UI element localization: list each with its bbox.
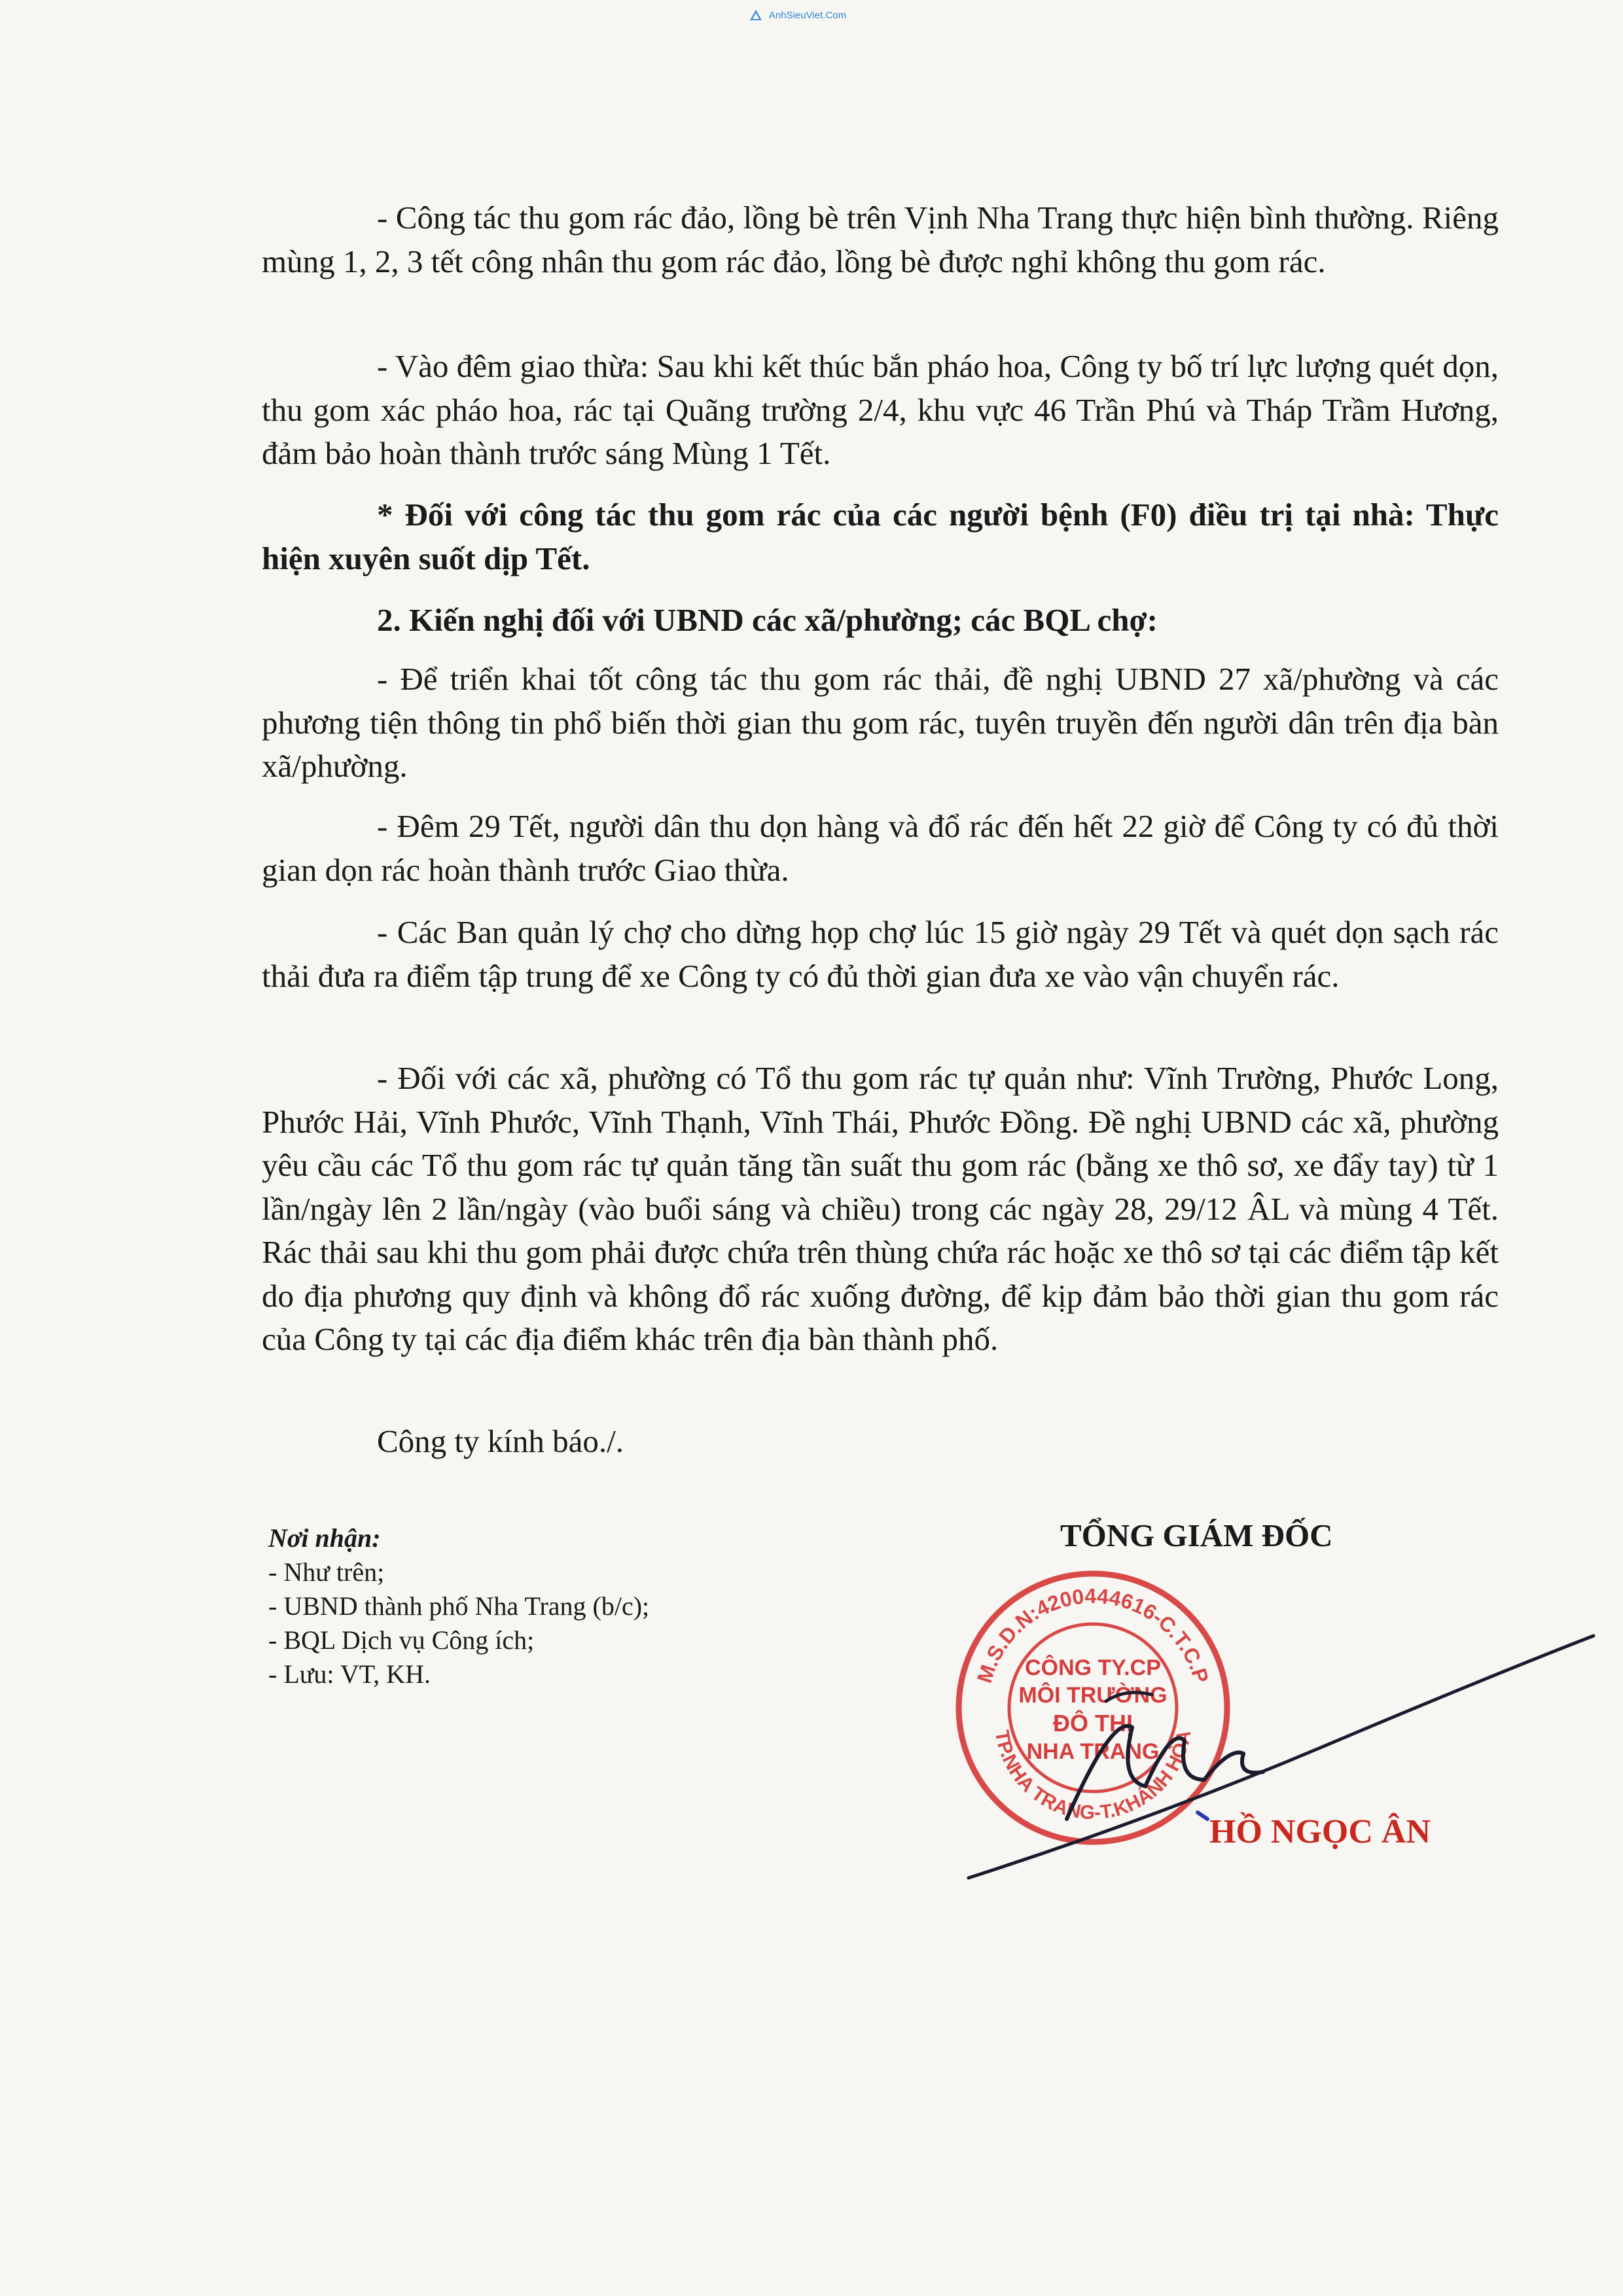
recipients-block <box>268 1521 857 1691</box>
section-heading-recommendations: 2. Kiến nghị đối với UBND các xã/phường; các BQL chợ: <box>377 602 1158 638</box>
seal-center-line: CÔNG TY.CP <box>1025 1655 1161 1680</box>
paragraph-new-year-eve: - Vào đêm giao thừa: Sau khi kết thúc bắn pháo hoa, Công ty bố trí lực lượng quét dọn, thu gom xác pháo hoa, rác tại Quãng trường 2/4, khu vực 46 Trần Phú và Tháp Trầm Hương, đảm bảo hoàn thành trước sáng Mùng 1 Tết. <box>262 348 1499 471</box>
recipient-item: - Lưu: VT, KH. <box>268 1659 431 1689</box>
closing-line: Công ty kính báo./. <box>377 1423 624 1459</box>
watermark-text: AnhSieuViet.Com <box>769 9 847 21</box>
seal-center-line: ĐÔ THỊ <box>1053 1710 1133 1737</box>
recipient-item: - UBND thành phố Nha Trang (b/c); <box>268 1591 650 1621</box>
watermark-logo-icon <box>749 9 762 21</box>
seal-center-line: MÔI TRƯỜNG <box>1018 1683 1168 1708</box>
recipients-title: Nơi nhận: <box>268 1523 381 1553</box>
paragraph-self-managed-teams: - Đối với các xã, phường có Tổ thu gom rác tự quản như: Vĩnh Trường, Phước Long, Phước Hải, Vĩnh Phước, Vĩnh Thạnh, Vĩnh Thái, Phước Đồng. Đề nghị UBND các xã, phường yêu cầu các Tổ thu gom rác tự quản tăng tần suất thu gom rác (bằng xe thô sơ, xe đẩy tay) từ 1 lần/ngày lên 2 lần/ngày (vào buổi sáng và chiều) trong các ngày 28, 29/12 ÂL và mùng 4 Tết. Rác thải sau khi thu gom phải được chứa trên thùng chứa rác hoặc xe thô sơ tại các điểm tập kết do địa phương quy định và không đổ rác xuống đường, để kịp đảm bảo thời gian thu gom rác của Công ty tại các địa điểm khác trên địa bàn thành phố. <box>262 1060 1499 1357</box>
recipient-item: - BQL Dịch vụ Công ích; <box>268 1625 535 1655</box>
paragraph-night-29: - Đêm 29 Tết, người dân thu dọn hàng và đổ rác đến hết 22 giờ để Công ty có đủ thời gian dọn rác hoàn thành trước Giao thừa. <box>262 808 1499 888</box>
watermark <box>749 9 846 21</box>
paragraph-ward-notice: - Để triển khai tốt công tác thu gom rác thải, đề nghị UBND 27 xã/phường và các phương tiện thông tin phổ biến thời gian thu gom rác, tuyên truyền đến người dân trên địa bàn xã/phường. <box>262 661 1499 784</box>
seal-bottom-text: TP.NHA TRANG-T.KHÁNH HÒA <box>990 1728 1196 1824</box>
seal-ring-text: M.S.D.N:4200444616-C.T.C.P <box>972 1583 1214 1686</box>
paragraph-market-boards: - Các Ban quản lý chợ cho dừng họp chợ lúc 15 giờ ngày 29 Tết và quét dọn sạch rác thải đưa ra điểm tập trung để xe Công ty có đủ thời gian đưa xe vào vận chuyển rác. <box>262 914 1499 994</box>
paragraph-island-collection: - Công tác thu gom rác đảo, lồng bè trên Vịnh Nha Trang thực hiện bình thường. Riêng mùng 1, 2, 3 tết công nhân thu gom rác đảo, lồng bè được nghỉ không thu gom rác. <box>262 200 1499 279</box>
signer-name: HỒ NGỌC ÂN <box>1209 1813 1431 1850</box>
signer-title: TỔNG GIÁM ĐỐC <box>1060 1517 1333 1553</box>
seal-center-line: NHA TRANG <box>1026 1739 1160 1764</box>
paragraph-f0-collection: * Đối với công tác thu gom rác của các người bệnh (F0) điều trị tại nhà: Thực hiện xuyên suốt dịp Tết. <box>262 497 1499 576</box>
recipient-item: - Như trên; <box>268 1557 385 1587</box>
